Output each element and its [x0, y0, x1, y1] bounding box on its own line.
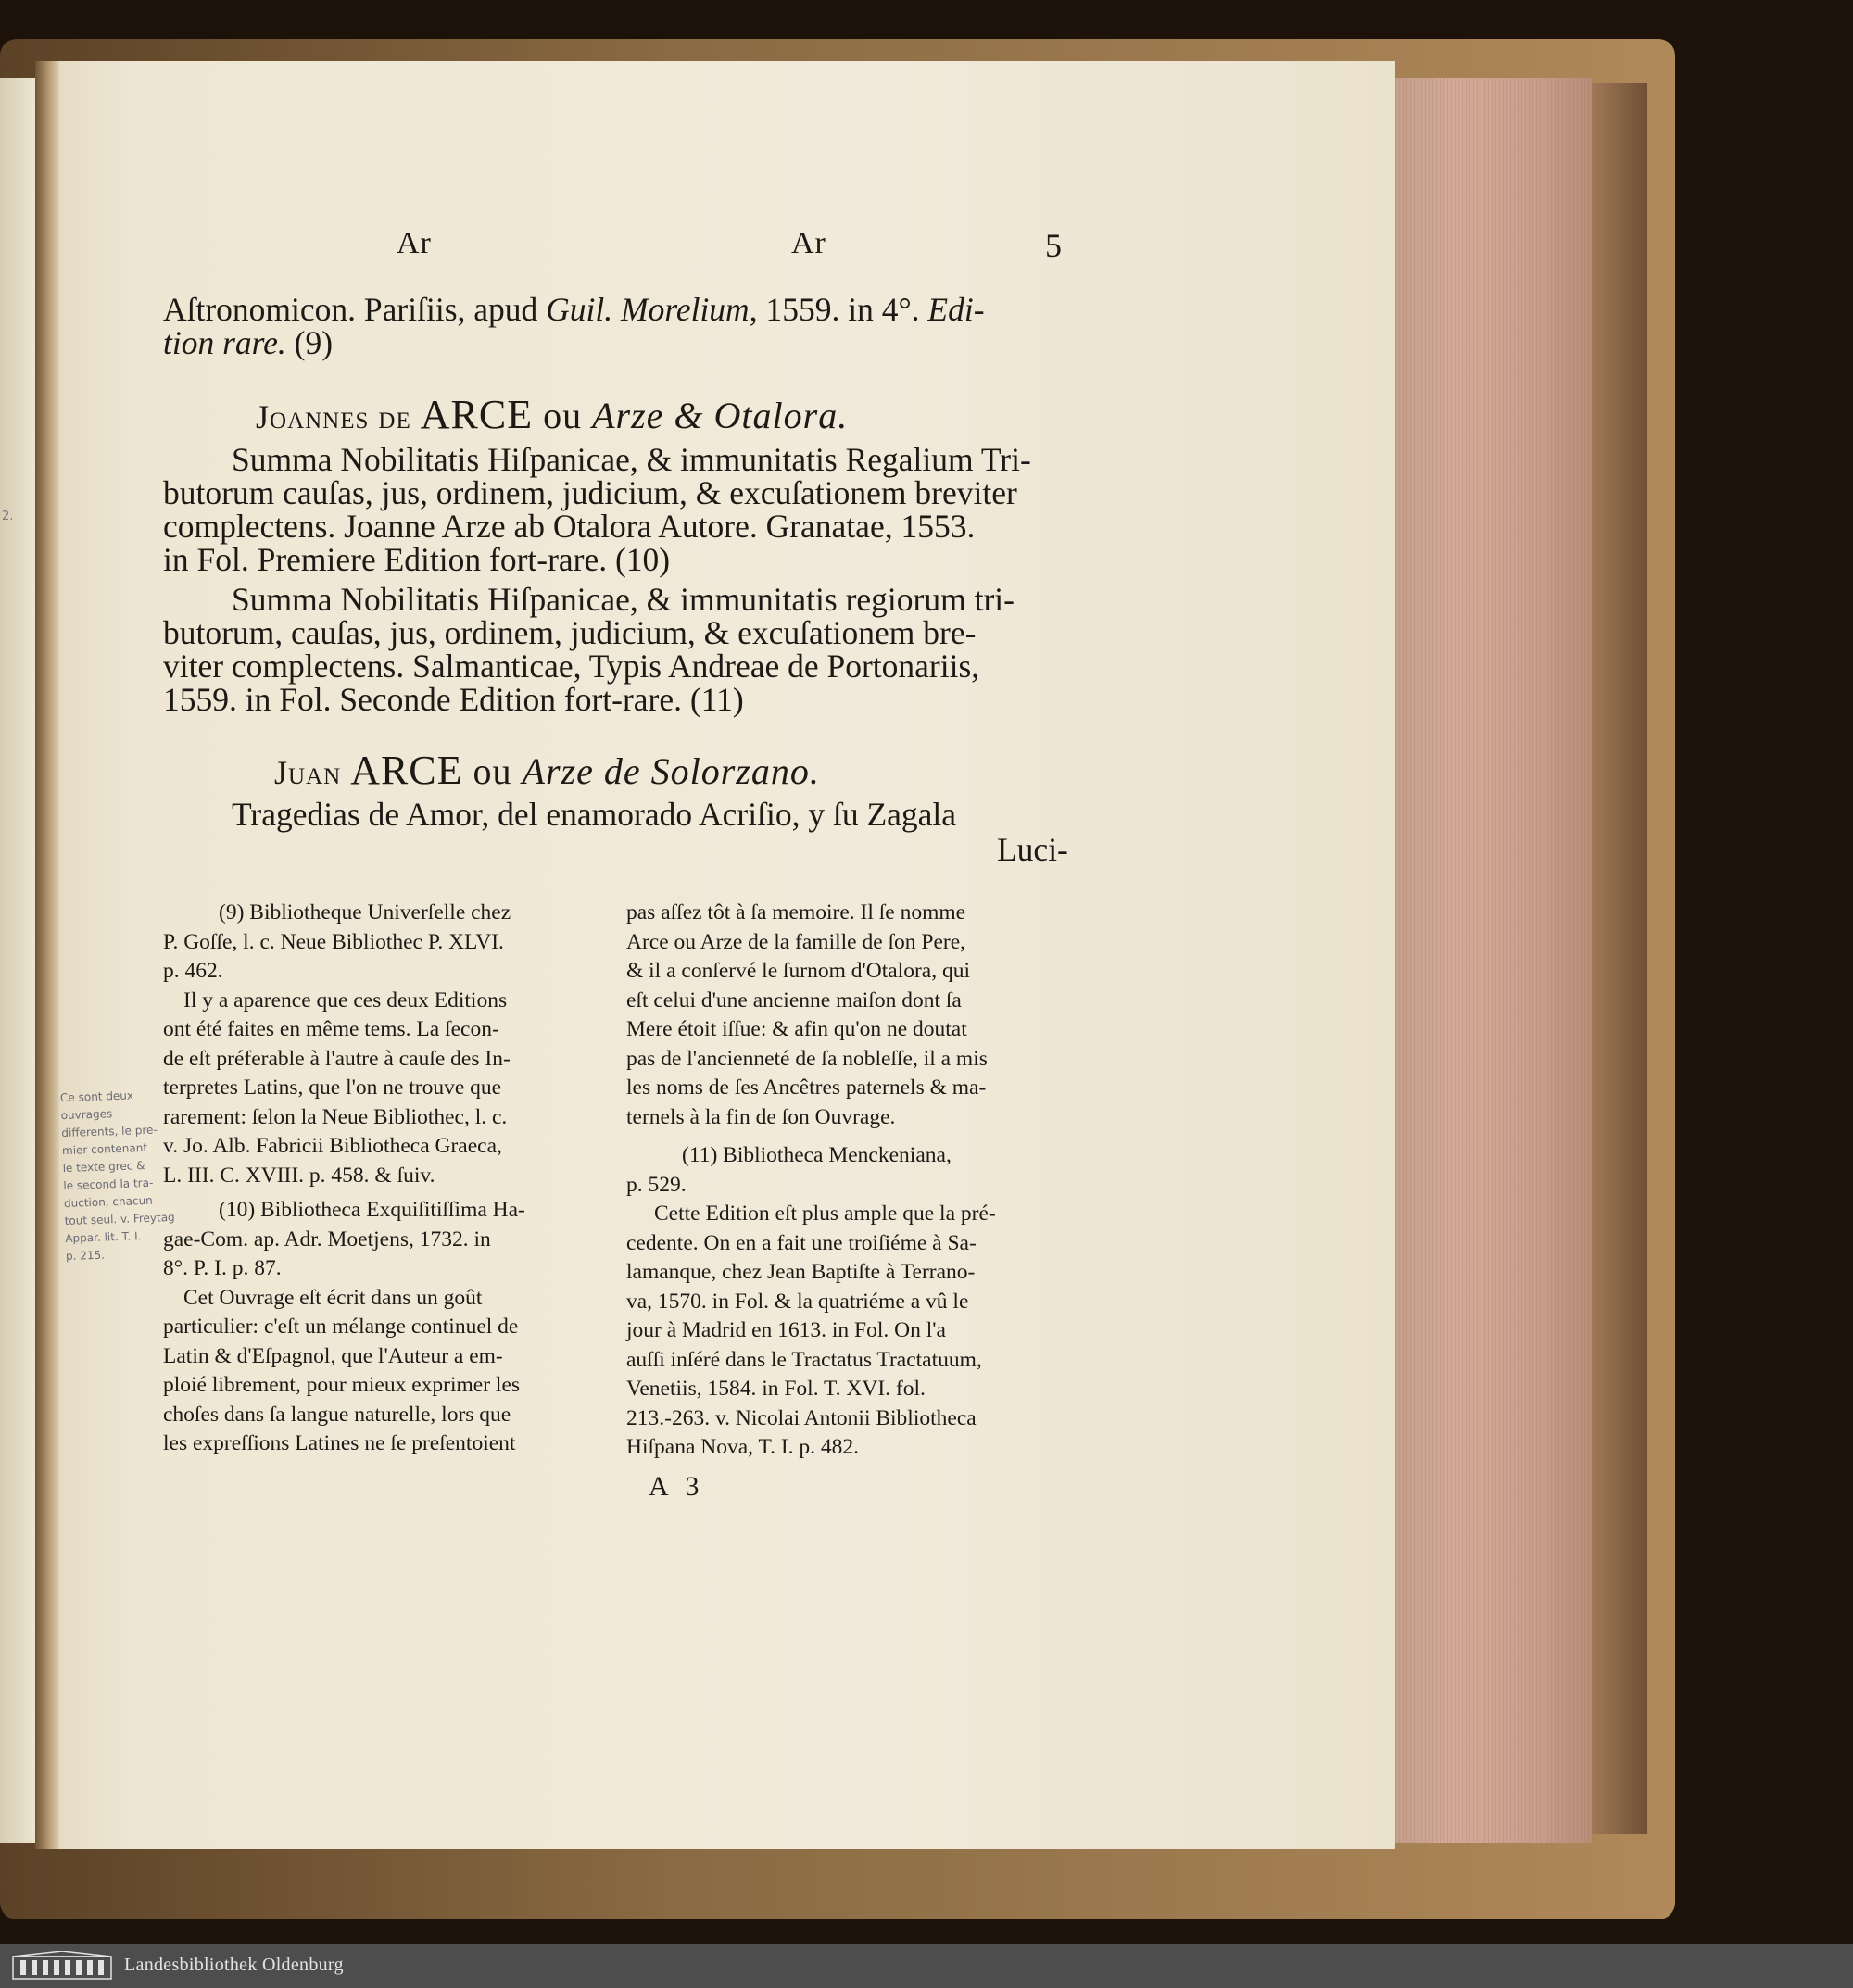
entry-heading: Juan ARCE ou Arze de Solorzano. — [274, 748, 820, 793]
signature-mark: A 3 — [649, 1471, 705, 1502]
running-head-center: Ar — [791, 226, 826, 260]
entry-line: butorum, cauſas, jus, ordinem, judicium, & excuſationem bre- — [163, 614, 977, 651]
entry-heading: Joannes de ARCE ou Arze & Otalora. — [256, 392, 849, 437]
entry-line: Summa Nobilitatis Hiſpanicae, & immunitatis regiorum tri- — [232, 581, 1015, 618]
left-page-margin-mark: 2. — [2, 510, 14, 523]
body-line: tion rare. (9) — [163, 324, 334, 361]
footnote-column-left: (9) Bibliotheque Univerſelle chez P. Goſſe, l. c. Neue Bibliothec P. XLVI. p. 462. Il y a aparence que ces deux Editions ont été faites en même tems. La ſecon- de eſt préferable à l'autre à cauſe des In- terpretes Latins, que l'on ne trouve que rarement: ſelon la Neue Bibliothec, l. c. v. Jo. Alb. Fabricii Bibliotheca Graeca, L. III. C. XVIII. p. 458. & ſuiv. (10) Bibliotheca Exquiſitiſſima Ha- gae-Com. ap. Adr. Moetjens, 1732. in 8°. P. I. p. 87. Cet Ouvrage eſt écrit dans un goût particulier: c'eſt un mélange continuel de Latin & d'Eſpagnol, que l'Auteur a em- ploié librement, pour mieux exprimer les choſes dans ſa langue naturelle, lors que les expreſſions Latines ne ſe preſentoient — [163, 900, 525, 1455]
footer-bar — [0, 1944, 1853, 1988]
catchword: Luci- — [997, 831, 1068, 868]
page-number: 5 — [1045, 227, 1063, 264]
body-line: Aſtronomicon. Pariſiis, apud Guil. Morelium, 1559. in 4°. Edi- — [163, 291, 985, 328]
entry-line: Tragedias de Amor, del enamorado Acriſio, y ſu Zagala — [232, 796, 957, 833]
entry-line: complectens. Joanne Arze ab Otalora Autore. Granatae, 1553. — [163, 508, 976, 545]
entry-line: in Fol. Premiere Edition fort-rare. (10) — [163, 541, 671, 578]
entry-line: 1559. in Fol. Seconde Edition fort-rare. (11) — [163, 681, 744, 718]
entry-line: butorum cauſas, jus, ordinem, judicium, & excuſationem breviter — [163, 474, 1017, 511]
handwritten-margin-note: Ce sont deux ouvrages differents, le pre- mier contenant le texte grec & le second la tra- duction, chacun tout seul. v. Freytag Appar. lit. T. I. p. 215. — [59, 1088, 175, 1264]
footnote-column-right: pas aſſez tôt à ſa memoire. Il ſe nomme Arce ou Arze de la famille de ſon Pere, & il a conſervé le ſurnom d'Otalora, qui eſt celui d'une ancienne maiſon dont ſa Mere étoit iſſue: & afin qu'on ne doutat pas de l'ancienneté de ſa nobleſſe, il a mis les noms de ſes Ancêtres paternels & ma- ternels à la fin de ſon Ouvrage. (11) Bibliotheca Menckeniana, p. 529. Cette Edition eſt plus ample que la pré- cedente. On en a fait une troiſiéme à Sa- lamanque, chez Jean Baptiſte à Terrano- va, 1570. in Fol. & la quatriéme a vû le jour à Madrid en 1613. in Fol. On l'a auſſi inſéré dans le Tractatus Tractatuum, Venetiis, 1584. in Fol. T. XVI. fol. 213.-263. v. Nicolai Antonii Bibliotheca Hiſpana Nova, T. I. p. 482. — [626, 900, 996, 1459]
entry-line: Summa Nobilitatis Hiſpanicae, & immunitatis Regalium Tri- — [232, 441, 1031, 478]
library-logo-icon — [11, 1951, 113, 1981]
running-head-left: Ar — [397, 226, 432, 260]
entry-line: viter complectens. Salmanticae, Typis Andreae de Portonariis, — [163, 648, 980, 685]
library-name: Landesbibliothek Oldenburg — [124, 1955, 344, 1975]
